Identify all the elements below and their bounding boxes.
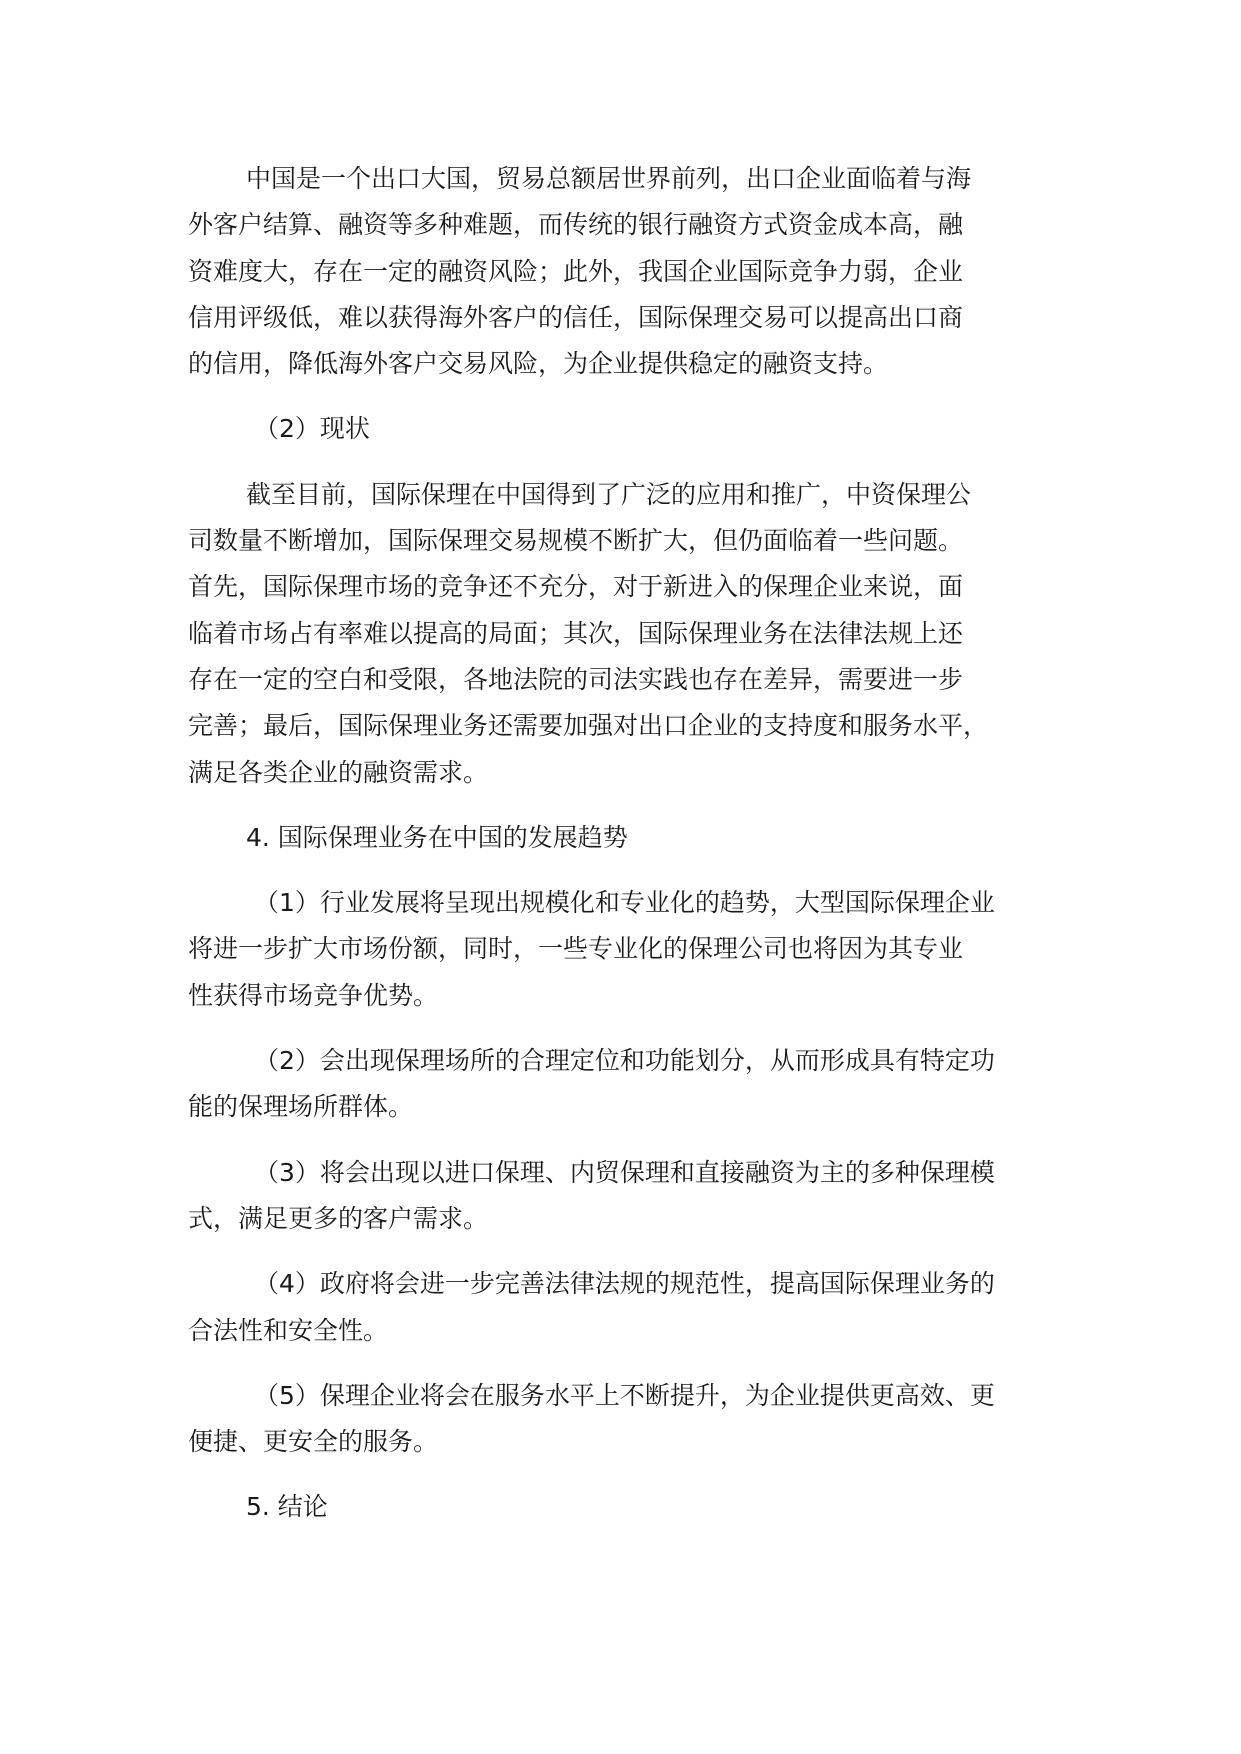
text-line: 司数量不断增加，国际保理交易规模不断扩大，但仍面临着一些问题。 [188,526,964,556]
text-line: 便捷、更安全的服务。 [188,1427,439,1457]
trend-item-3 [188,1150,1078,1243]
text-line: 信用评级低，难以获得海外客户的信任，国际保理交易可以提高出口商 [188,302,964,332]
text-line: 资难度大，存在一定的融资风险；此外，我国企业国际竞争力弱，企业 [188,256,964,286]
text-line: 首先，国际保理市场的竞争还不充分，对于新进入的保理企业来说，面 [188,572,964,602]
text-line: 合法性和安全性。 [188,1315,389,1345]
text-line: 外客户结算、融资等多种难题，而传统的银行融资方式资金成本高，融 [188,210,964,240]
text-line: 式，满足更多的客户需求。 [188,1203,489,1233]
trend-item-4 [188,1261,1078,1354]
text-line: 存在一定的空白和受限，各地法院的司法实践也存在差异，需要进一步 [188,664,964,694]
trend-item-5 [188,1373,1078,1466]
text-line: 性获得市场竞争优势。 [188,980,439,1010]
heading-conclusion: 5. 结论 [246,1492,328,1522]
text-line: （2）会出现保理场所的合理定位和功能划分，从而形成具有特定功 [254,1046,995,1076]
text-line: （5）保理企业将会在服务水平上不断提升，为企业提供更高效、更 [254,1380,995,1410]
heading-development-trend: 4. 国际保理业务在中国的发展趋势 [246,822,628,852]
text-line: 临着市场占有率难以提高的局面；其次，国际保理业务在法律法规上还 [188,618,964,648]
heading-current-status: （2）现状 [254,414,370,444]
text-line: 完善；最后，国际保理业务还需要加强对出口企业的支持度和服务水平， [188,711,989,741]
document-page [188,156,1078,1550]
text-line: （3）将会出现以进口保理、内贸保理和直接融资为主的多种保理模 [254,1157,995,1187]
trend-item-1 [188,880,1078,1019]
text-line: （4）政府将会进一步完善法律法规的规范性，提高国际保理业务的 [254,1269,995,1299]
text-line: 中国是一个出口大国，贸易总额居世界前列，出口企业面临着与海 [246,164,972,193]
text-line: 将进一步扩大市场份额，同时，一些专业化的保理公司也将因为其专业 [188,934,964,964]
text-line: 的信用，降低海外客户交易风险，为企业提供稳定的融资支持。 [188,349,889,379]
text-line: 能的保理场所群体。 [188,1092,414,1122]
paragraph-current-status [188,472,1078,796]
trend-item-2 [188,1038,1078,1131]
text-line: （1）行业发展将呈现出规模化和专业化的趋势，大型国际保理企业 [254,888,995,918]
paragraph-export-background [188,156,1078,387]
text-line: 截至目前，国际保理在中国得到了广泛的应用和推广，中资保理公 [246,479,972,509]
text-line: 满足各类企业的融资需求。 [188,757,489,787]
